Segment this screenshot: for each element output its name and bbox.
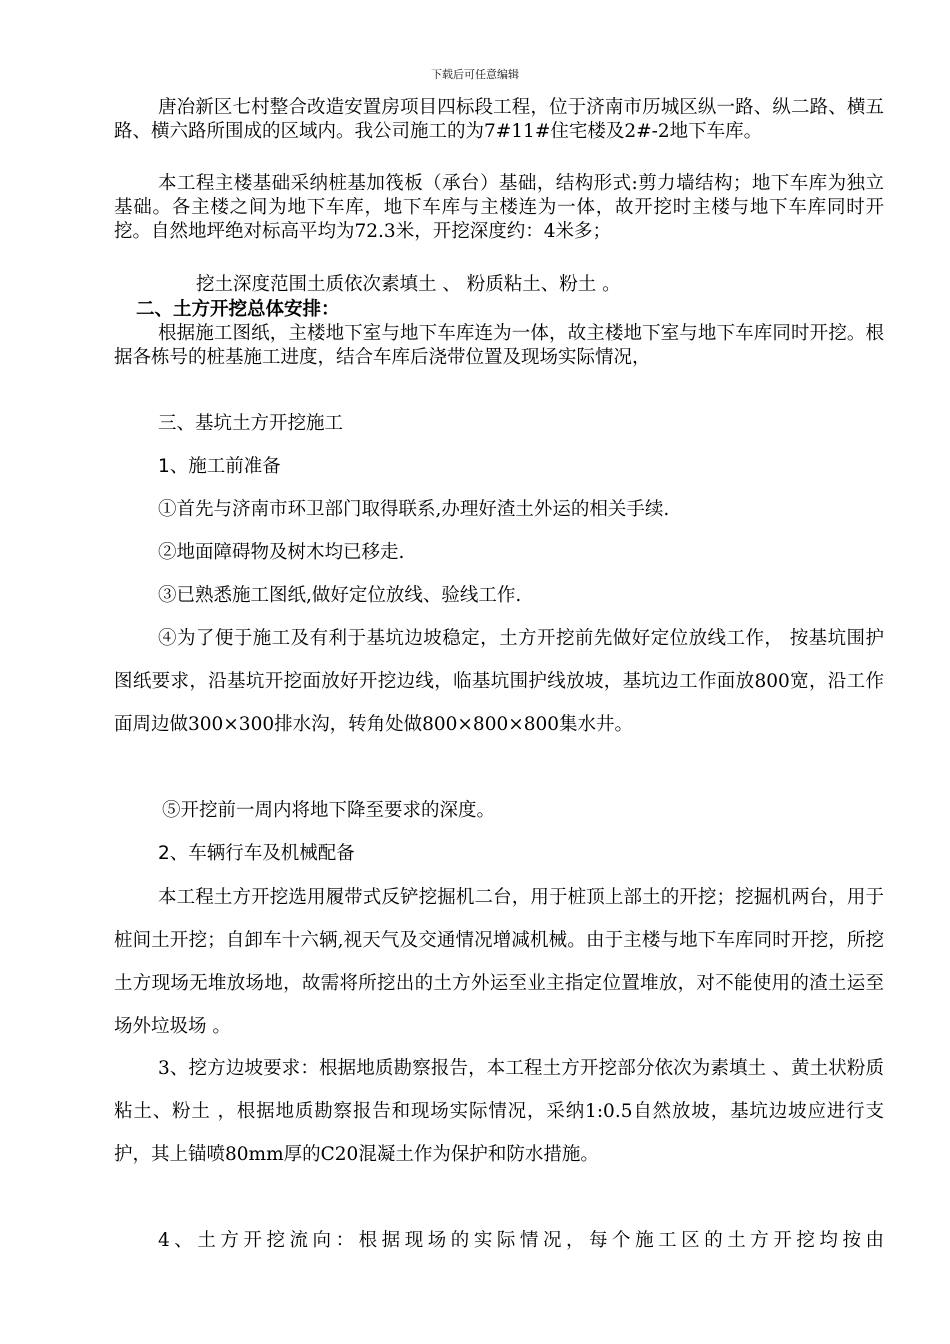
subsection-1-heading: 1、施工前准备: [158, 456, 281, 477]
subsection-2-heading: 2、车辆行车及机械配备: [158, 843, 355, 864]
prep-item-3: ③已熟悉施工图纸,做好定位放线、验线工作.: [158, 585, 522, 606]
slope-paragraph: 3、挖方边坡要求：根据地质勘察报告，本工程土方开挖部分依次为素填土 、黄土状粉质粘土、粉土 ，根据地质勘察报告和现场实际情况，采纳1:0.5自然放坡，基坑边坡应进行支护，其上锚喷80mm厚的C20混凝土作为保护和防水措施。: [114, 1058, 884, 1165]
prep-item-1: ①首先与济南市环卫部门取得联系,办理好渣土外运的相关手续.: [158, 499, 670, 520]
foundation-paragraph: 本工程主楼基础采纳桩基加筏板（承台）基础，结构形式:剪力墙结构；地下车库为独立基础。各主楼之间为地下车库，地下车库与主楼连为一体，故开挖时主楼与地下车库同时开挖。自然地坪绝对标高平均为72.3米，开挖深度约：4米多；: [114, 173, 884, 242]
intro-paragraph: 唐冶新区七村整合改造安置房项目四标段工程，位于济南市历城区纵一路、纵二路、横五路、横六路所围成的区域内。我公司施工的为7#11#住宅楼及2#-2地下车库。: [114, 97, 884, 142]
section-3-heading: 三、基坑土方开挖施工: [158, 413, 344, 434]
section-2-heading: 二、土方开挖总体安排：: [136, 299, 340, 320]
prep-item-4: ④为了便于施工及有利于基坑边坡稳定，土方开挖前先做好定位放线工作， 按基坑围护图纸要求，沿基坑开挖面放好开挖边线，临基坑围护线放坡，基坑边工作面放800宽，沿工作面周边做300×300排水沟，转角处做800×800×800集水井。: [114, 628, 884, 735]
arrangement-paragraph: 根据施工图纸，主楼地下室与地下车库连为一体，故主楼地下室与地下车库同时开挖。根据各栋号的桩基施工进度，结合车库后浇带位置及现场实际情况，: [114, 323, 884, 368]
flow-paragraph: 4、土方开挖流向：根据现场的实际情况，每个施工区的土方开挖均按由: [158, 1230, 884, 1251]
page-header: 下载后可任意编辑: [431, 68, 519, 81]
machinery-paragraph: 本工程土方开挖选用履带式反铲挖掘机二台，用于桩顶上部土的开挖；挖掘机两台，用于桩间土开挖；自卸车十六辆,视天气及交通情况增减机械。由于主楼与地下车库同时开挖，所挖土方现场无堆放场地，故需将所挖出的土方外运至业主指定位置堆放，对不能使用的渣土运至场外垃圾场 。: [114, 887, 884, 1037]
prep-item-5: ⑤开挖前一周内将地下降至要求的深度。: [162, 800, 496, 821]
prep-item-2: ②地面障碍物及树木均已移走.: [158, 542, 405, 563]
soil-paragraph: 挖土深度范围土质依次素填土 、 粉质粘土、粉土 。: [196, 274, 621, 295]
